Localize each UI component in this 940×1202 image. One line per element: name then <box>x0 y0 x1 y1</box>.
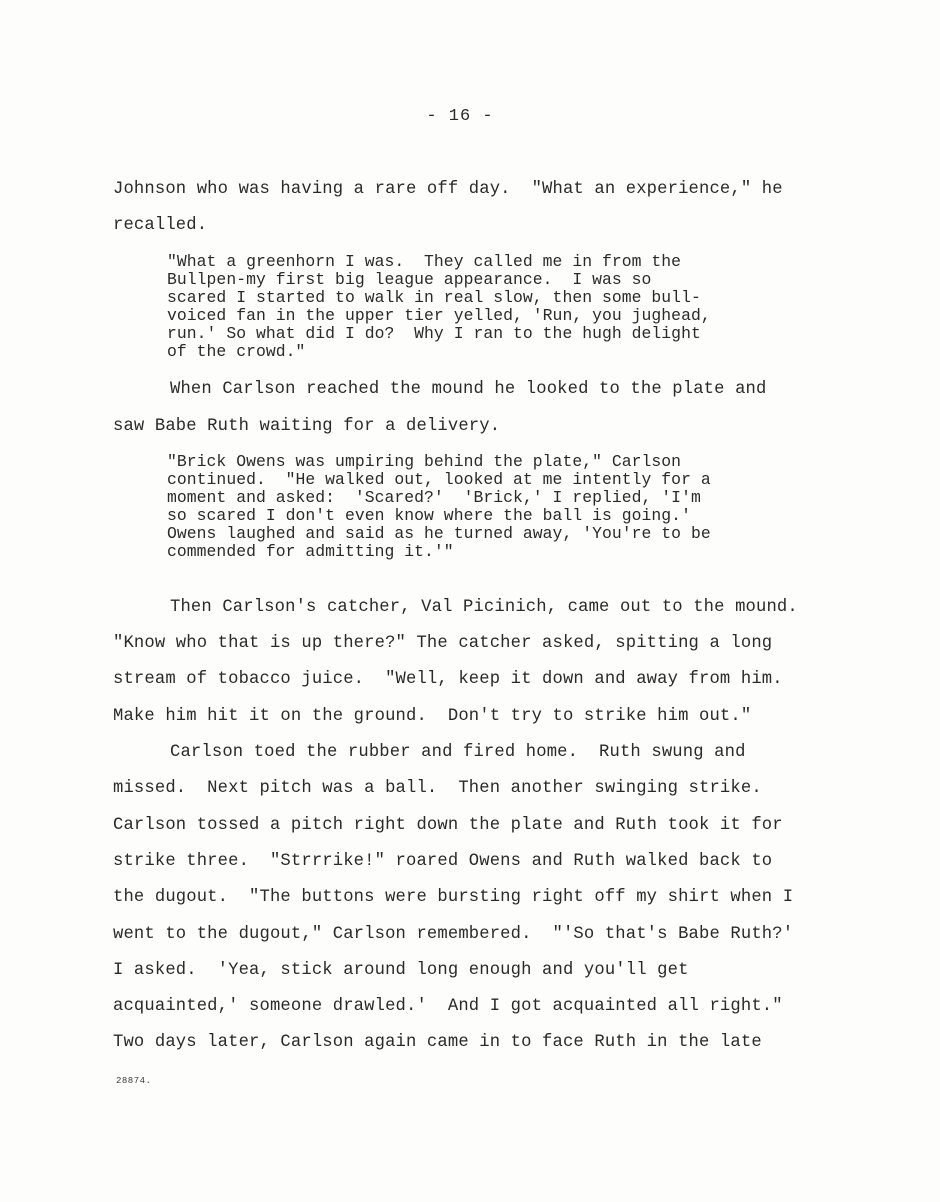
body-line: Johnson who was having a rare off day. "What an experience," he <box>113 180 783 199</box>
body-line: stream of tobacco juice. "Well, keep it down and away from him. <box>113 670 783 689</box>
block-quote-line: "What a greenhorn I was. They called me in from the <box>167 252 682 271</box>
block-quote-line: Bullpen-my first big league appearance. I was so <box>167 270 652 289</box>
body-line: went to the dugout," Carlson remembered. "'So that's Babe Ruth?' <box>113 925 794 944</box>
block-quote-line: moment and asked: 'Scared?' 'Brick,' I replied, 'I'm <box>167 488 701 507</box>
body-line: Carlson tossed a pitch right down the plate and Ruth took it for <box>113 816 783 835</box>
block-quote-line: so scared I don't even know where the ball is going.' <box>167 506 691 525</box>
document-code: 28874. <box>116 1076 152 1086</box>
body-line: Then Carlson's catcher, Val Picinich, came out to the mound. <box>170 598 798 617</box>
block-quote-line: continued. "He walked out, looked at me intently for a <box>167 470 711 489</box>
body-line: acquainted,' someone drawled.' And I got acquainted all right." <box>113 997 783 1016</box>
body-line: Carlson toed the rubber and fired home. Ruth swung and <box>170 743 746 762</box>
block-quote-line: voiced fan in the upper tier yelled, 'Run, you jughead, <box>167 306 711 325</box>
block-quote-line: run.' So what did I do? Why I ran to the hugh delight <box>167 324 701 343</box>
body-line: When Carlson reached the mound he looked to the plate and <box>170 380 767 399</box>
block-quote-line: scared I started to walk in real slow, then some bull- <box>167 288 701 307</box>
body-line: recalled. <box>113 216 208 235</box>
page-number: - 16 - <box>426 107 494 126</box>
block-quote-line: Owens laughed and said as he turned away, 'You're to be <box>167 524 711 543</box>
body-line: I asked. 'Yea, stick around long enough and you'll get <box>113 961 689 980</box>
block-quote-line: of the crowd." <box>167 342 306 361</box>
body-line: saw Babe Ruth waiting for a delivery. <box>113 417 501 436</box>
body-line: the dugout. "The buttons were bursting right off my shirt when I <box>113 888 794 907</box>
block-quote-line: "Brick Owens was umpiring behind the plate," Carlson <box>167 452 682 471</box>
body-line: Make him hit it on the ground. Don't try to strike him out." <box>113 707 752 726</box>
block-quote-line: commended for admitting it.'" <box>167 542 454 561</box>
body-line: strike three. "Strrrike!" roared Owens and Ruth walked back to <box>113 852 773 871</box>
body-line: missed. Next pitch was a ball. Then another swinging strike. <box>113 779 762 798</box>
body-line: Two days later, Carlson again came in to face Ruth in the late <box>113 1033 762 1052</box>
body-line: "Know who that is up there?" The catcher asked, spitting a long <box>113 634 773 653</box>
